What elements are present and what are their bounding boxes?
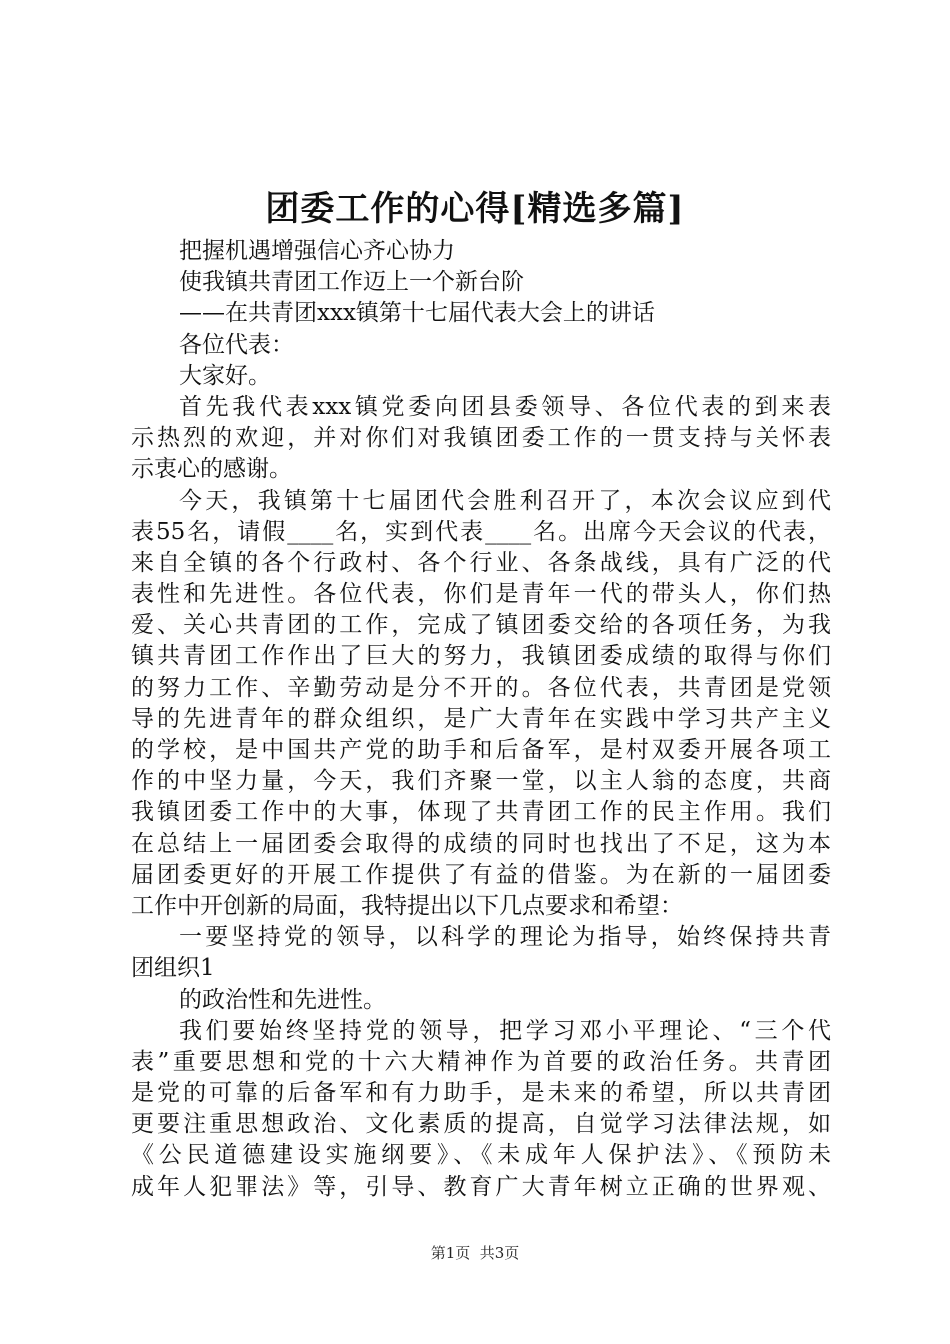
- paragraph-line: 团组织1: [131, 955, 215, 982]
- heading-line: ——在共青团xxx镇第十七届代表大会上的讲话: [179, 300, 655, 327]
- greeting-line: 大家好。: [179, 362, 271, 389]
- document-body: [131, 236, 831, 1203]
- document-title: 团委工作的心得[精选多篇]: [265, 189, 685, 229]
- paragraph-line: 表”重要思想和党的十六大精神作为首要的政治任务。共青团: [131, 1048, 831, 1075]
- paragraph-line: 首先我代表xxx镇党委向团县委领导、各位代表的到来表: [179, 393, 831, 420]
- paragraph-line: 示衷心的感谢。: [131, 456, 292, 483]
- paragraph-line: 作的中坚力量，今天，我们齐聚一堂，以主人翁的态度，共商: [131, 768, 831, 795]
- paragraph-line: 我们要始终坚持党的领导，把学习邓小平理论、“三个代: [179, 1017, 831, 1044]
- paragraph-line: 《公民道德建设实施纲要》、《未成年人保护法》、《预防未: [131, 1142, 831, 1169]
- paragraph-line: 更要注重思想政治、文化素质的提高，自觉学习法律法规，如: [131, 1111, 831, 1138]
- paragraph-line: 爱、关心共青团的工作，完成了镇团委交给的各项任务，为我: [131, 612, 831, 639]
- paragraph-line: 镇共青团工作作出了巨大的努力，我镇团委成绩的取得与你们: [131, 643, 831, 670]
- paragraph-line: 我镇团委工作中的大事，体现了共青团工作的民主作用。我们: [131, 799, 831, 826]
- salutation-line: 各位代表：: [179, 331, 294, 358]
- paragraph-line: 导的先进青年的群众组织，是广大青年在实践中学习共产主义: [131, 705, 831, 732]
- paragraph-line: 今天，我镇第十七届团代会胜利召开了，本次会议应到代: [179, 487, 831, 514]
- paragraph-line: 的努力工作、辛勤劳动是分不开的。各位代表，共青团是党领: [131, 674, 831, 701]
- paragraph-line: 是党的可靠的后备军和有力助手，是未来的希望，所以共青团: [131, 1080, 831, 1107]
- heading-line: 把握机遇增强信心齐心协力: [179, 238, 455, 264]
- paragraph-line: 的学校，是中国共产党的助手和后备军，是村双委开展各项工: [131, 737, 831, 763]
- paragraph-line: 来自全镇的各个行政村、各个行业、各条战线，具有广泛的代: [131, 549, 831, 576]
- heading-line: 使我镇共青团工作迈上一个新台阶: [179, 269, 524, 296]
- paragraph-line: 表55名，请假____名，实到代表____名。出席今天会议的代表，: [131, 518, 831, 545]
- paragraph-line: 表性和先进性。各位代表，你们是青年一代的带头人，你们热: [131, 581, 831, 608]
- paragraph-line: 成年人犯罪法》等，引导、教育广大青年树立正确的世界观、: [131, 1173, 831, 1200]
- paragraph-line: 在总结上一届团委会取得的成绩的同时也找出了不足，这为本: [131, 830, 831, 857]
- paragraph-line: 一要坚持党的领导，以科学的理论为指导，始终保持共青: [179, 924, 831, 951]
- paragraph-line: 届团委更好的开展工作提供了有益的借鉴。为在新的一届团委: [131, 861, 831, 888]
- paragraph-line: 示热烈的欢迎，并对你们对我镇团委工作的一贯支持与关怀表: [131, 425, 831, 452]
- paragraph-line: 的政治性和先进性。: [179, 986, 386, 1013]
- page-footer: 第1页 共3页: [430, 1244, 520, 1262]
- paragraph-line: 工作中开创新的局面，我特提出以下几点要求和希望：: [131, 892, 683, 919]
